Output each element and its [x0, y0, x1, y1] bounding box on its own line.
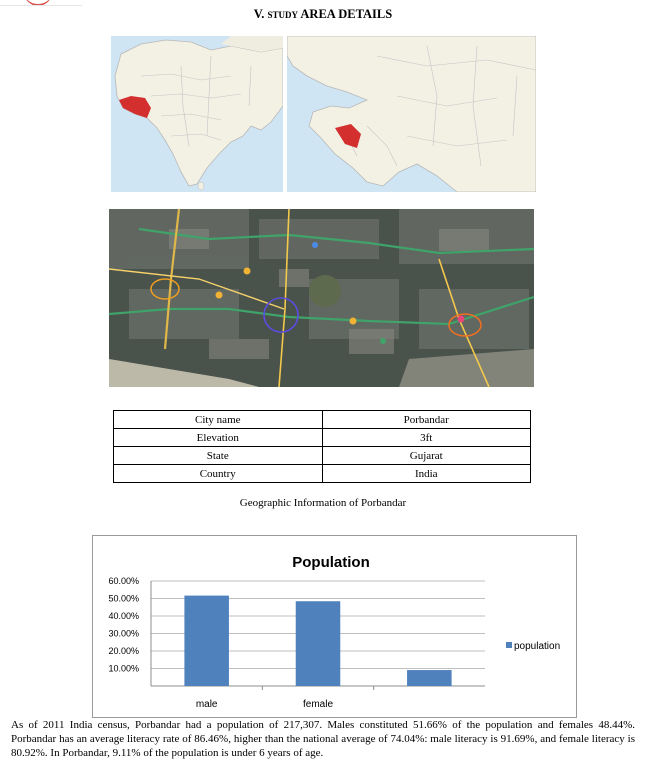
legend-label: population [514, 641, 561, 652]
y-tick-label: 20.00% [108, 646, 139, 656]
geographic-info-table [113, 410, 531, 483]
location-maps [111, 36, 536, 192]
y-tick-label: 30.00% [108, 628, 139, 639]
population-paragraph: As of 2011 India census, Porbandar had a population of 217,307. Males constituted 51.66% of the population and females 48.44%. Porbandar has an average literacy rate of 86.46%, higher than the national average of 74.04%: male literacy is 91.69%, and female literacy is 80.92%. In Porbandar, 9.11% of the population is under 6 years of age. [11, 719, 635, 759]
table-cell-label: Country [114, 465, 323, 483]
corner-logo-mark [0, 0, 82, 6]
section-number: V. [253, 7, 265, 21]
satellite-map-porbandar [109, 209, 534, 387]
y-tick-label: 50.00% [108, 593, 139, 604]
table-cell-value: Porbandar [322, 411, 531, 429]
gujarat-map [287, 36, 536, 192]
table-row [114, 447, 531, 465]
section-heading [0, 7, 646, 22]
y-tick-label: 10.00% [108, 663, 139, 674]
table-caption: Geographic Information of Porbandar [239, 497, 407, 509]
legend-swatch [506, 642, 512, 648]
x-category-label: female [302, 699, 334, 710]
table-cell-label: State [114, 447, 323, 465]
table-row [114, 465, 531, 483]
table-cell-label: City name [114, 411, 323, 429]
table-cell-value: India [322, 465, 531, 483]
table-cell-value: 3ft [322, 429, 531, 447]
table-cell-value: Gujarat [322, 447, 531, 465]
x-category-label: male [195, 699, 218, 710]
section-title-small: STUDY [267, 10, 298, 20]
y-tick-label: 60.00% [108, 576, 139, 586]
chart-title: Population [292, 554, 370, 571]
table-row [114, 429, 531, 447]
y-tick-label: 40.00% [108, 611, 139, 621]
bar-category-3 [407, 670, 452, 686]
population-chart-svg [93, 536, 576, 717]
table-row [114, 411, 531, 429]
population-chart [92, 535, 577, 718]
india-map [111, 36, 283, 192]
bar-male [184, 596, 229, 686]
section-title: AREA DETAILS [300, 7, 393, 21]
table-cell-label: Elevation [114, 429, 323, 447]
bar-female [296, 601, 341, 686]
